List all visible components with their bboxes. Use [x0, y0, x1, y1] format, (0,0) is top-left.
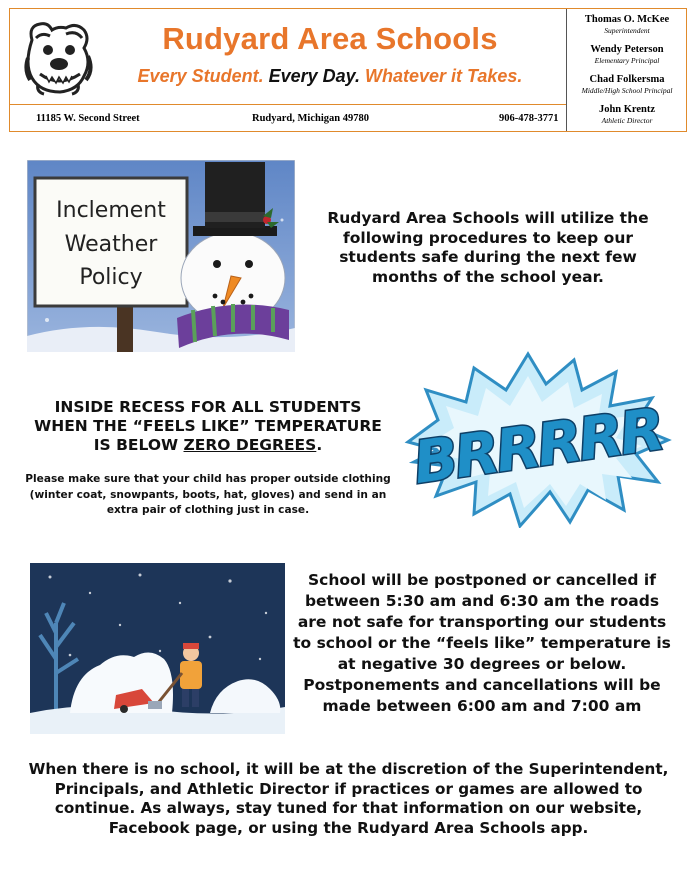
recess-heading-line-3	[22, 436, 394, 455]
letterhead-banner	[10, 9, 566, 104]
school-motto	[110, 66, 550, 87]
sign-line-1: Inclement	[56, 198, 166, 223]
motto-part-3: Whatever it Takes.	[365, 66, 523, 86]
recess-heading-line-1: INSIDE RECESS FOR ALL STUDENTS	[54, 398, 362, 416]
motto-part-2: Every Day.	[268, 66, 361, 86]
phone-number: 906-478-3771	[499, 113, 559, 124]
staff-title: Athletic Director	[601, 116, 653, 125]
recess-heading-line-2: WHEN THE “FEELS LIKE” TEMPERATURE	[34, 417, 382, 435]
staff-entry	[567, 14, 687, 35]
recess-heading-prefix: IS BELOW	[93, 436, 184, 454]
staff-entry	[567, 104, 687, 125]
staff-title: Superintendent	[604, 26, 650, 35]
recess-clothing-note: Please make sure that your child has proper outside clothing (winter coat, snowpants, boots, hat, gloves) and send in an extra pair of clothing just in case.	[25, 473, 391, 516]
staff-name: Chad Folkersma	[589, 74, 665, 85]
staff-name: John Krentz	[598, 104, 656, 115]
sign-line-3: Policy	[79, 265, 143, 290]
school-name: Rudyard Area Schools	[162, 21, 498, 56]
staff-entry	[567, 44, 687, 65]
city-address: Rudyard, Michigan 49780	[252, 113, 369, 124]
staff-title: Elementary Principal	[594, 56, 660, 65]
motto-part-1: Every Student.	[137, 66, 264, 86]
address-row	[10, 105, 566, 132]
bulldog-logo	[22, 18, 94, 96]
closure-policy-text: School will be postponed or cancelled if between 5:30 am and 6:30 am the roads are not safe for transporting our students to school or the “feels like” temperature is at negative 30 degrees or below. Postponements and cancellations will be made between 6:00 am and 7:00 am	[293, 571, 671, 715]
staff-entry	[567, 74, 687, 95]
brrr-text: BRRRRR	[409, 394, 666, 497]
recess-heading	[22, 398, 394, 455]
staff-name: Thomas O. McKee	[584, 14, 670, 25]
sign-line-2: Weather	[64, 232, 158, 257]
intro-text: Rudyard Area Schools will utilize the following procedures to keep our students safe during the next few months of the school year.	[327, 209, 649, 286]
snowman-policy-image	[27, 160, 295, 352]
snow-shoveling-image	[30, 563, 285, 734]
brrr-burst-graphic	[402, 350, 672, 528]
staff-title: Middle/High School Principal	[581, 86, 673, 95]
recess-heading-suffix: .	[316, 436, 323, 454]
zero-degrees-emphasis: ZERO DEGREES	[183, 436, 317, 454]
street-address: 11185 W. Second Street	[36, 113, 140, 124]
letterhead	[9, 8, 687, 132]
staff-name: Wendy Peterson	[590, 44, 664, 55]
discretion-text: When there is no school, it will be at the discretion of the Superintendent, Principals, and Athletic Director if practices or games are allowed to continue. As always, stay tuned for that information on our website, Facebook page, or using the Rudyard Area Schools app.	[28, 760, 669, 837]
staff-directory	[566, 9, 686, 131]
